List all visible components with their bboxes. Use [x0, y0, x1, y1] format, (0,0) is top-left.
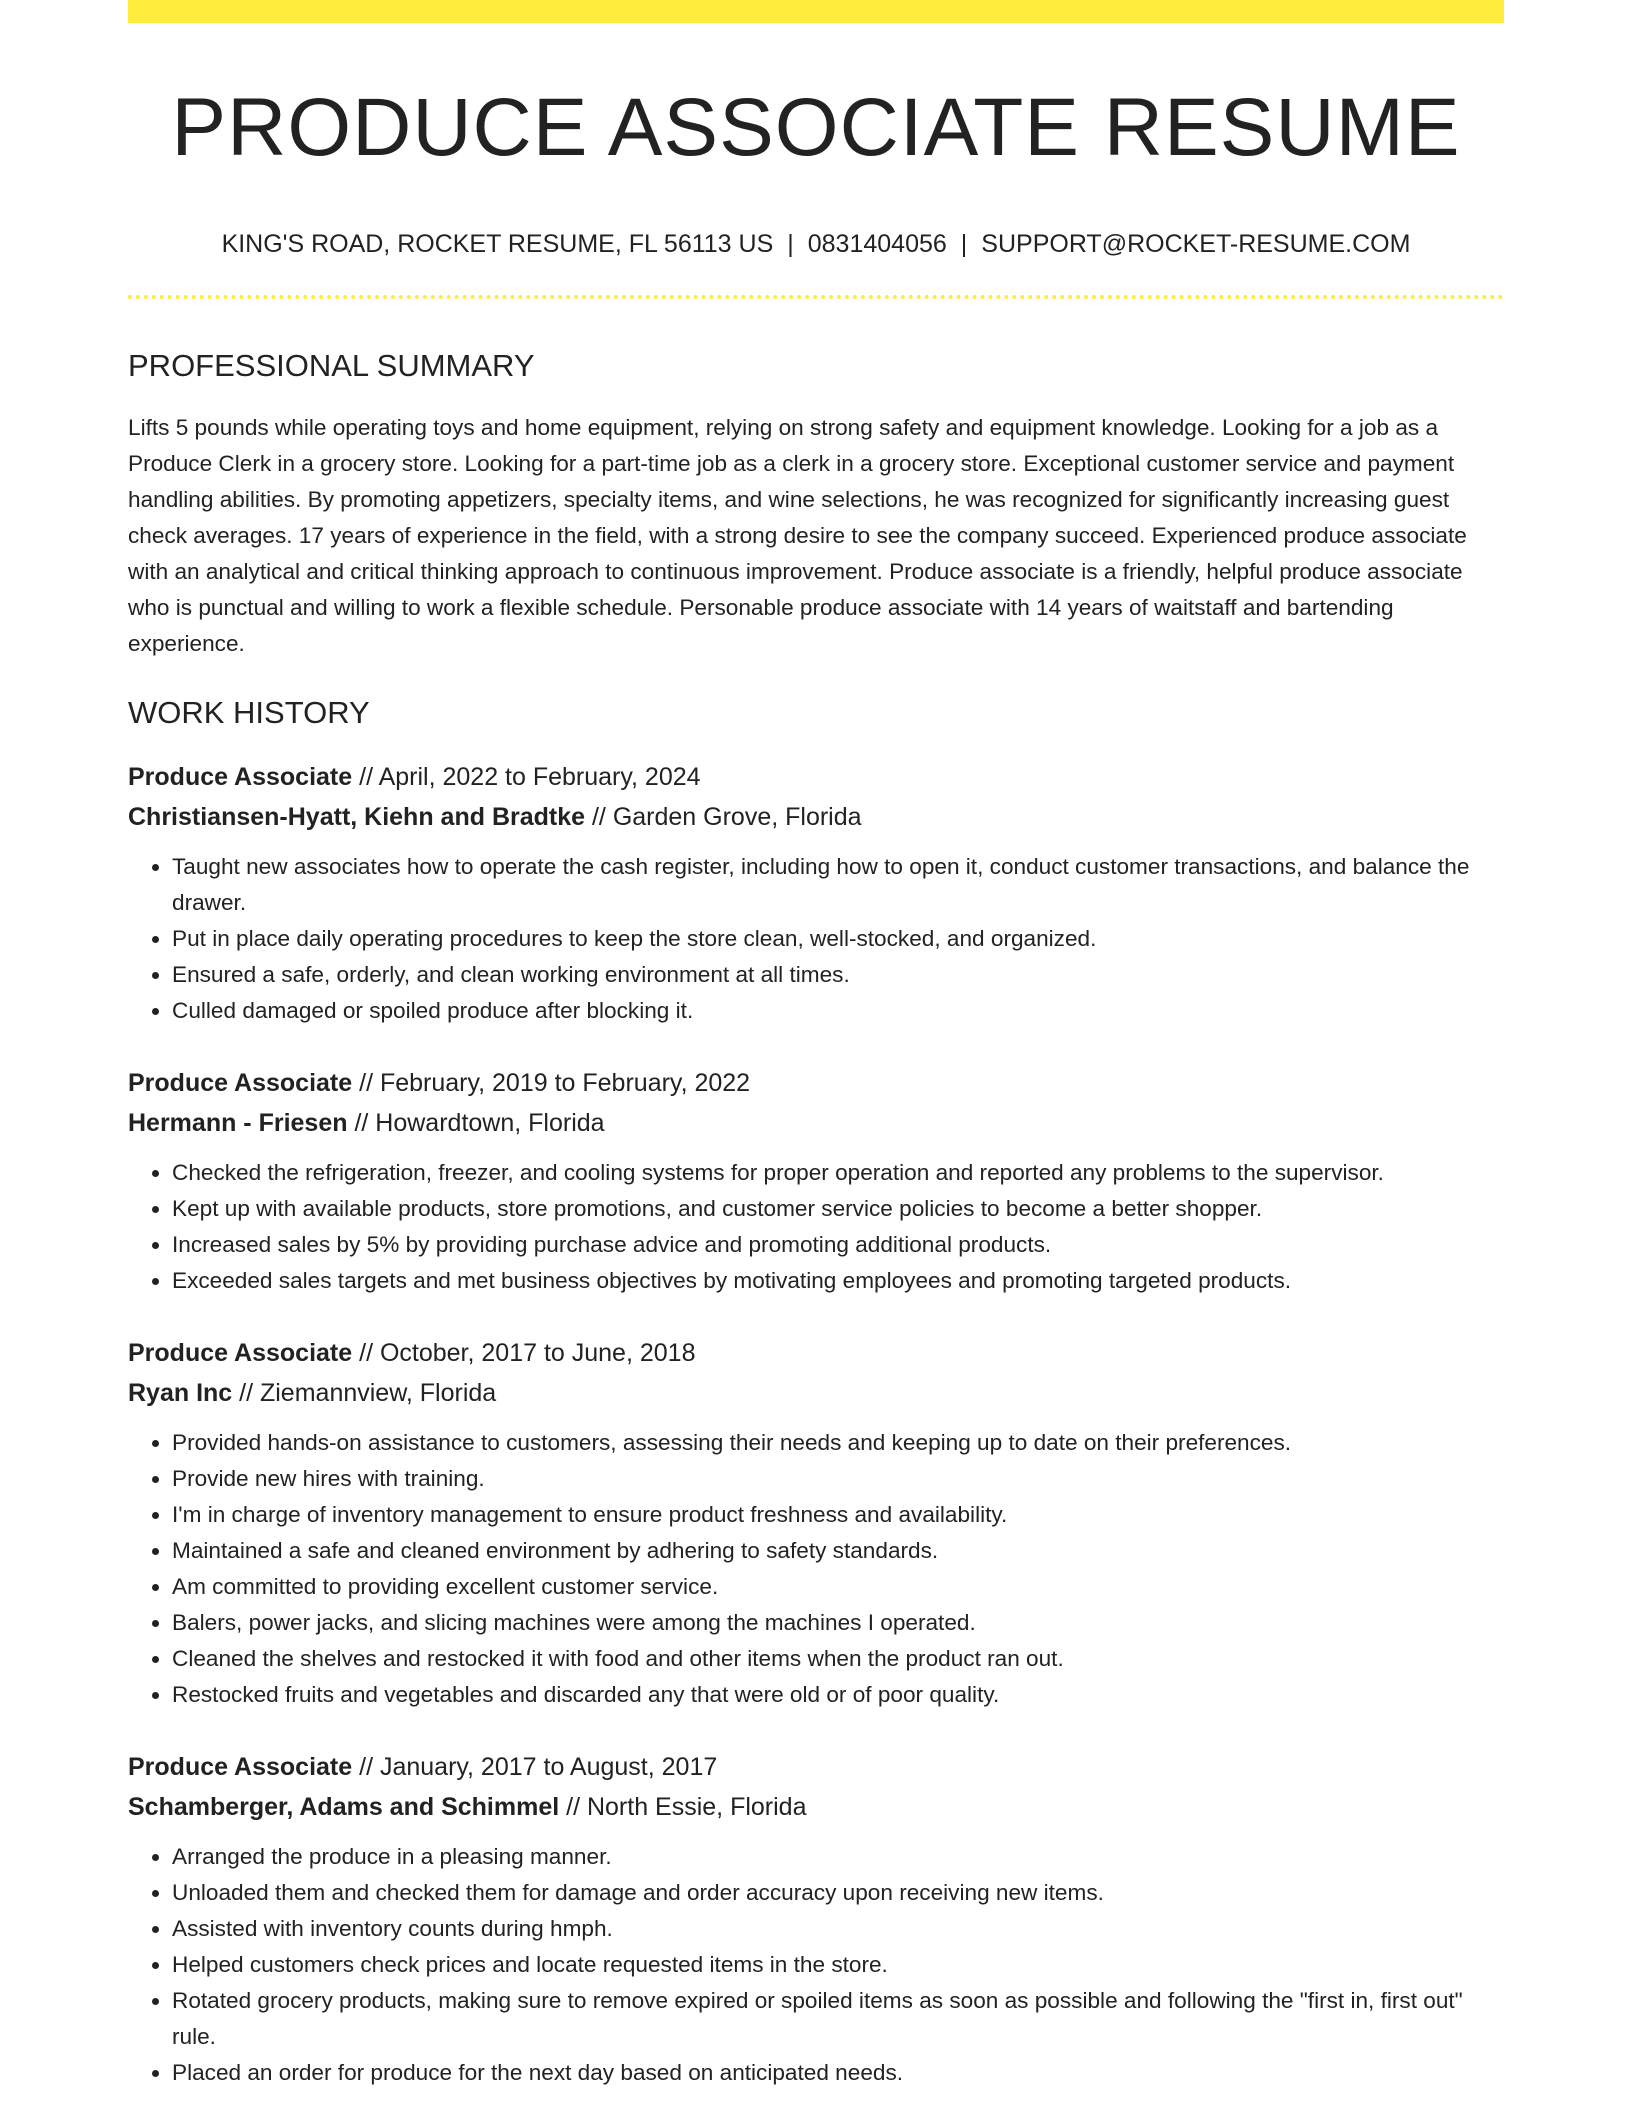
- job-bullet: • Provide new hires with training.: [172, 1461, 1504, 1497]
- job-company: Hermann - Friesen: [128, 1109, 348, 1137]
- job-bullet: • Put in place daily operating procedures to keep the store clean, well-stocked, and organized.: [172, 921, 1504, 957]
- summary-text: Lifts 5 pounds while operating toys and home equipment, relying on strong safety and equipment knowledge. Looking for a job as a Produce Clerk in a grocery store. Looking for a part-time job as a clerk in a grocery store. Exceptional customer service and payment handling abilities. By promoting appetizers, specialty items, and wine selections, he was recognized for significantly increasing guest check averages. 17 years of experience in the field, with a strong desire to see the company succeed. Experienced produce associate with an analytical and critical thinking approach to continuous improvement. Produce associate is a friendly, helpful produce associate who is punctual and willing to work a flexible schedule. Personable produce associate with 14 years of waitstaff and bartending experience.: [128, 415, 1467, 657]
- job-bullet: • Unloaded them and checked them for damage and order accuracy upon receiving new items.: [172, 1875, 1504, 1911]
- accent-top-bar: [128, 0, 1504, 23]
- job-bullet: • Culled damaged or spoiled produce after blocking it.: [172, 993, 1504, 1029]
- job-bullet: • Assisted with inventory counts during hmph.: [172, 1911, 1504, 1947]
- job-dates: // February, 2019 to February, 2022: [352, 1069, 751, 1097]
- job-bullet: • Exceeded sales targets and met business objectives by motivating employees and promoting targeted products.: [172, 1263, 1504, 1299]
- job-bullet-list: [128, 1839, 1504, 2091]
- job-company-line: [128, 797, 1504, 837]
- job-bullet: • Rotated grocery products, making sure to remove expired or spoiled items as soon as possible and following the "first in, first out" rule.: [172, 1983, 1504, 2055]
- job-location: // North Essie, Florida: [559, 1793, 807, 1821]
- job-company: Ryan Inc: [128, 1379, 233, 1407]
- job-bullet: • Arranged the produce in a pleasing manner.: [172, 1839, 1504, 1875]
- job-location: // Garden Grove, Florida: [585, 803, 862, 831]
- job-location: // Howardtown, Florida: [347, 1109, 605, 1137]
- job-title: Produce Associate: [128, 1753, 353, 1781]
- contact-email: SUPPORT@ROCKET-RESUME.COM: [981, 230, 1411, 259]
- job-title-line: [128, 757, 1504, 797]
- dotted-divider: [128, 295, 1504, 299]
- job-bullet: • Cleaned the shelves and restocked it with food and other items when the product ran out.: [172, 1641, 1504, 1677]
- job-company-line: [128, 1103, 1504, 1143]
- job-bullet: • Taught new associates how to operate the cash register, including how to open it, conduct customer transactions, and balance the drawer.: [172, 849, 1504, 921]
- contact-separator: |: [960, 230, 968, 259]
- job-entry: [128, 1063, 1504, 1299]
- job-company-line: [128, 1373, 1504, 1413]
- contact-line: [128, 229, 1504, 259]
- job-bullet: • Kept up with available products, store promotions, and customer service policies to become a better shopper.: [172, 1191, 1504, 1227]
- contact-address: KING'S ROAD, ROCKET RESUME, FL 56113 US: [221, 230, 774, 259]
- job-entry: [128, 1333, 1504, 1713]
- job-bullet: • Placed an order for produce for the next day based on anticipated needs.: [172, 2055, 1504, 2091]
- job-bullet: • Checked the refrigeration, freezer, and cooling systems for proper operation and reported any problems to the supervisor.: [172, 1155, 1504, 1191]
- job-title-line: [128, 1063, 1504, 1103]
- job-company-line: [128, 1787, 1504, 1827]
- job-dates: // April, 2022 to February, 2024: [352, 763, 701, 791]
- contact-phone: 0831404056: [807, 230, 947, 259]
- job-bullet: • Ensured a safe, orderly, and clean working environment at all times.: [172, 957, 1504, 993]
- resume-page: [128, 0, 1504, 2091]
- work-history-heading: WORK HISTORY: [128, 695, 370, 731]
- job-title-line: [128, 1333, 1504, 1373]
- contact-separator: |: [787, 230, 794, 259]
- job-bullet: • I'm in charge of inventory management to ensure product freshness and availability.: [172, 1497, 1504, 1533]
- job-bullet-list: [128, 849, 1504, 1029]
- job-location: // Ziemannview, Florida: [232, 1379, 497, 1407]
- resume-title: PRODUCE ASSOCIATE RESUME: [171, 82, 1461, 173]
- job-entry: [128, 757, 1504, 1029]
- job-bullet-list: [128, 1155, 1504, 1299]
- job-dates: // October, 2017 to June, 2018: [352, 1339, 696, 1367]
- job-bullet: • Restocked fruits and vegetables and discarded any that were old or of poor quality.: [172, 1677, 1504, 1713]
- job-title: Produce Associate: [128, 1339, 353, 1367]
- job-title-line: [128, 1747, 1504, 1787]
- job-company: Schamberger, Adams and Schimmel: [128, 1793, 560, 1821]
- job-company: Christiansen-Hyatt, Kiehn and Bradtke: [128, 803, 586, 831]
- job-title: Produce Associate: [128, 1069, 353, 1097]
- work-history-list: [128, 757, 1504, 2091]
- job-entry: [128, 1747, 1504, 2091]
- job-bullet: • Balers, power jacks, and slicing machines were among the machines I operated.: [172, 1605, 1504, 1641]
- job-dates: // January, 2017 to August, 2017: [352, 1753, 718, 1781]
- job-bullet-list: [128, 1425, 1504, 1713]
- job-title: Produce Associate: [128, 763, 353, 791]
- job-bullet: • Increased sales by 5% by providing purchase advice and promoting additional products.: [172, 1227, 1504, 1263]
- job-bullet: • Maintained a safe and cleaned environment by adhering to safety standards.: [172, 1533, 1504, 1569]
- job-bullet: • Provided hands-on assistance to customers, assessing their needs and keeping up to date on their preferences.: [172, 1425, 1504, 1461]
- summary-heading: PROFESSIONAL SUMMARY: [128, 348, 535, 384]
- job-bullet: • Am committed to providing excellent customer service.: [172, 1569, 1504, 1605]
- job-bullet: • Helped customers check prices and locate requested items in the store.: [172, 1947, 1504, 1983]
